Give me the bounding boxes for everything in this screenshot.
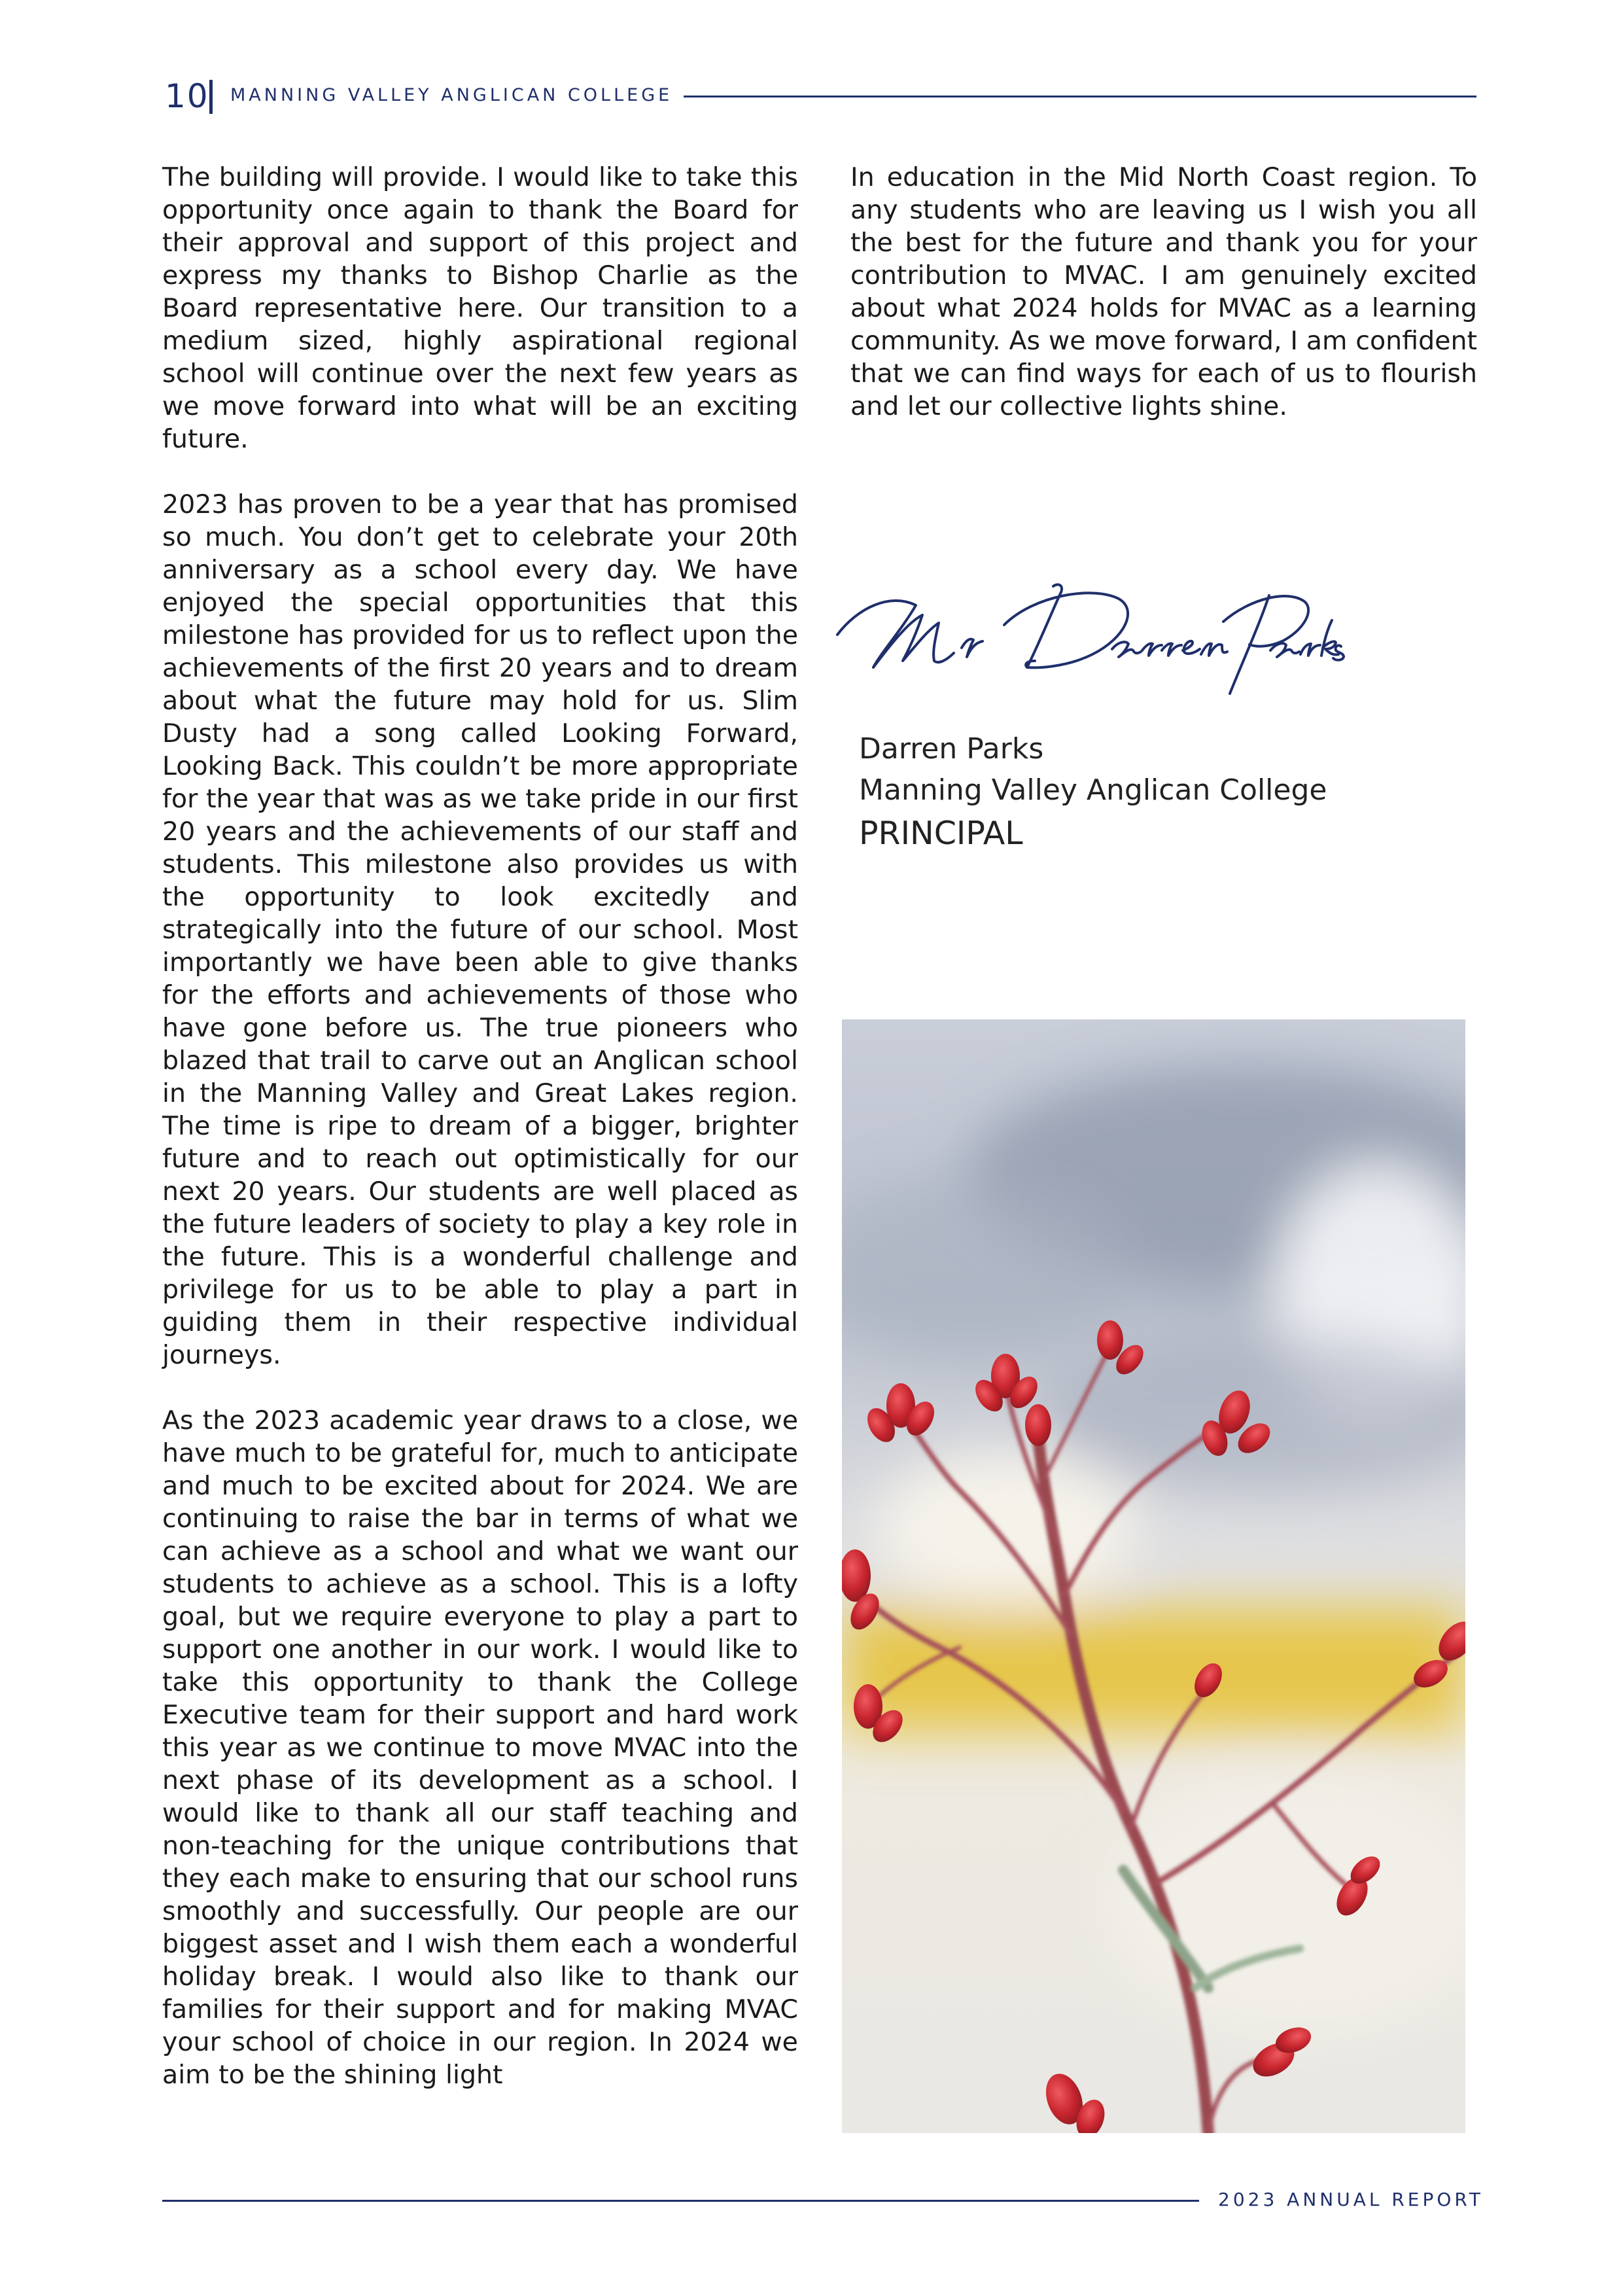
handwritten-signature <box>831 569 1348 700</box>
paragraph: In education in the Mid North Coast region. To any students who are leaving us I wish you all the best for the future and thank you for your contribution to MVAC. I am genuinely excited about what 2024 holds for MVAC as a learning community. As we move forward, I am confident that we can find ways for each of us to flourish and let our collective lights shine. <box>850 162 1477 421</box>
footer-title: 2023 ANNUAL REPORT <box>1218 2189 1484 2210</box>
signatory-organisation: Manning Valley Anglican College <box>859 773 1327 807</box>
paragraph: 2023 has proven to be a year that has promised so much. You don’t get to celebrate your 20th anniversary as a school every day. We have enjoyed the special opportunities that this milestone has provided for us to reflect upon the achievements of the first 20 years and to dream about what the future may hold for us. Slim Dusty had a song called Looking Forward, Looking Back. This couldn’t be more appropriate for the year that was as we take pride in our first 20 years and the achievements of our staff and students. This milestone also provides us with the opportunity to look excitedly and strategically into the future of our school. Most importantly we have been able to give thanks for the efforts and achievements of those who have gone before us. The true pioneers who blazed that trail to carve out an Anglican school in the Manning Valley and Great Lakes region. The time is ripe to dream of a bigger, brighter future and to reach out optimistically for our next 20 years. Our students are well placed as the future leaders of society to play a key role in the future. This is a wonderful challenge and privilege for us to be able to play a part in guiding them in their respective individual journeys. <box>162 489 798 1370</box>
paragraph: The building will provide. I would like to take this opportunity once again to thank the Board for their approval and support of this project and express my thanks to Bishop Charlie as the Board representative here. Our transition to a medium sized, highly aspirational regional school will continue over the next few years as we move forward into what will be an exciting future. <box>162 162 798 454</box>
signatory-role: PRINCIPAL <box>859 815 1023 852</box>
page-number: 10 <box>165 77 209 115</box>
right-column <box>850 161 1477 423</box>
paragraph: As the 2023 academic year draws to a close, we have much to be grateful for, much to anticipate and much to be excited about for 2024. We are continuing to raise the bar in terms of what we can achieve as a school and what we want our students to achieve as a school. This is a lofty goal, but we require everyone to play a part to support one another in our work. I would like to take this opportunity to thank the College Executive team for their support and hard work this year as we continue to move MVAC into the next phase of its development as a school. I would like to thank all our staff teaching and non-teaching for the unique contributions that they each make to ensuring that our school runs smoothly and successfully. Our people are our biggest asset and I wish them each a wonderful holiday break. I would also like to thank our families for their support and for making MVAC your school of choice in our region. In 2024 we aim to be the shining light <box>162 1405 798 2090</box>
footer-rule <box>162 2200 1199 2202</box>
signatory-name: Darren Parks <box>859 732 1044 766</box>
left-column <box>162 161 798 2091</box>
header-title: MANNING VALLEY ANGLICAN COLLEGE <box>230 85 673 105</box>
kangaroo-paw-photo <box>842 1019 1465 2133</box>
header-divider <box>209 80 213 114</box>
header-rule <box>684 96 1476 97</box>
